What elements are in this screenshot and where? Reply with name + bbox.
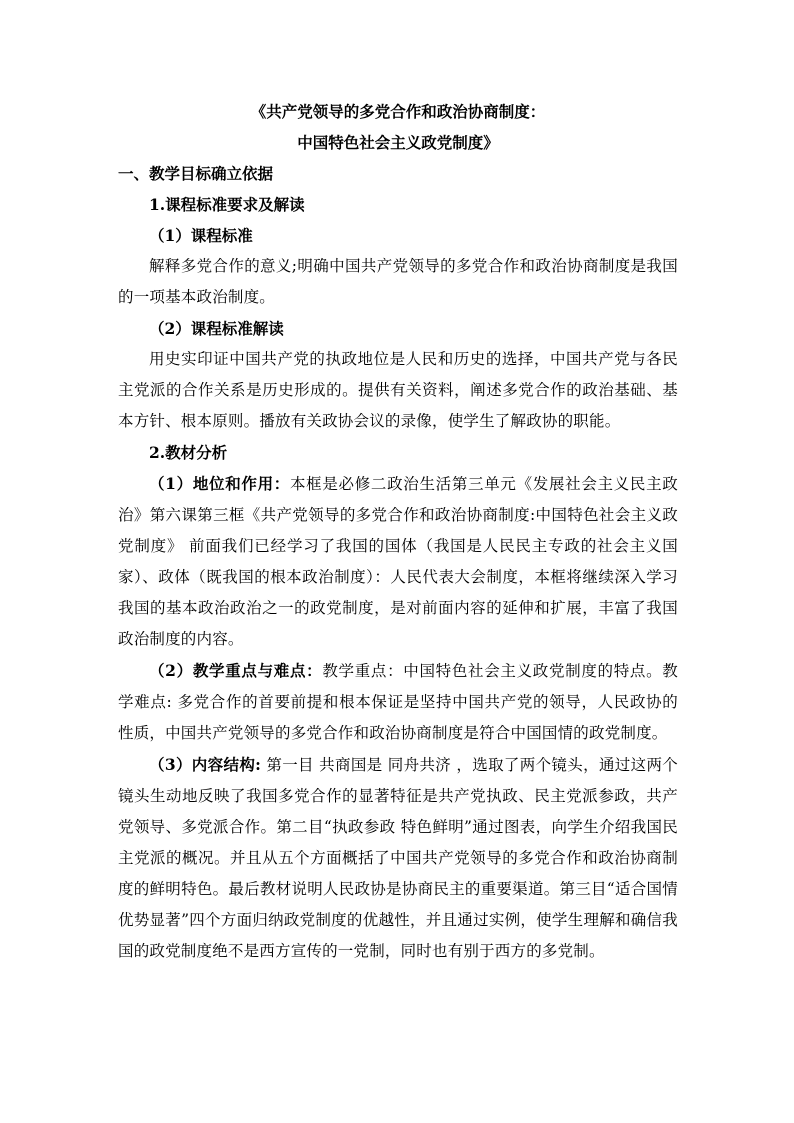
subheading-curriculum-standard: 1.课程标准要求及解读 xyxy=(149,195,305,214)
section-heading-objectives: 一、教学目标确立依据 xyxy=(118,164,274,183)
document-title-line1: 《共产党领导的多党合作和政治协商制度： xyxy=(250,102,546,121)
subheading-standard-interpretation: （2）课程标准解读 xyxy=(149,319,284,338)
paragraph-position-role xyxy=(118,468,678,655)
subheading-standard: （1）课程标准 xyxy=(149,226,253,245)
document-title-line2: 中国特色社会主义政党制度》 xyxy=(297,133,499,152)
document-page xyxy=(118,96,678,967)
label-position-role: （1）地位和作用： xyxy=(149,474,290,493)
paragraph-standard-interpretation: 用史实印证中国共产党的执政地位是人民和历史的选择，中国共产党与各民主党派的合作关系是历史形成的。提供有关资料，阐述多党合作的政治基础、基本方针、根本原则。播放有关政协会议的录像，使学生了解政协的职能。 xyxy=(118,350,678,430)
subheading-textbook-analysis: 2.教材分析 xyxy=(149,443,228,462)
paragraph-content-structure xyxy=(118,749,678,967)
text-key-difficult-points: 教学重点：中国特色社会主义政党制度的特点。教学难点: 多党合作的首要前提和根本保证是坚持中国共产党的领导，人民政协的性质，中国共产党领导的多党合作和政治协商制度是符合中国国情的政党制度。 xyxy=(118,662,678,742)
paragraph-key-difficult-points xyxy=(118,655,678,749)
paragraph-standard: 解释多党合作的意义;明确中国共产党领导的多党合作和政治协商制度是我国的一项基本政治制度。 xyxy=(118,257,678,306)
text-content-structure: 第一目 共商国是 同舟共济 ，选取了两个镜头，通过这两个镜头生动地反映了我国多党合作的显著特征是共产党执政、民主党派参政，共产党领导、多党派合作。第二目“执政参政 特色鲜明”通过图表，向学生介绍我国民主党派的概况。并且从五个方面概括了中国共产党领导的多党合作和政治协商制度的鲜明特色。最后教材说明人民政协是协商民主的重要渠道。第三目“适合国情 优势显著”四个方面归纳政党制度的优越性，并且通过实例，使学生理解和确信我国的政党制度绝不是西方宣传的一党制，同时也有别于西方的多党制。 xyxy=(118,756,679,960)
label-content-structure: （3）内容结构: xyxy=(149,755,262,774)
label-key-difficult-points: （2）教学重点与难点： xyxy=(149,661,323,680)
text-position-role: 本框是必修二政治生活第三单元《发展社会主义民主政治》第六课第三框《共产党领导的多党合作和政治协商制度:中国特色社会主义政党制度》 前面我们已经学习了我国的国体（我国是人民民主专政的社会主义国家）、政体（既我国的根本政治制度）：人民代表大会制度，本框将继续深入学习我国的基本政治政治之一的政党制度，是对前面内容的延伸和扩展，丰富了我国政治制度的内容。 xyxy=(118,475,678,648)
